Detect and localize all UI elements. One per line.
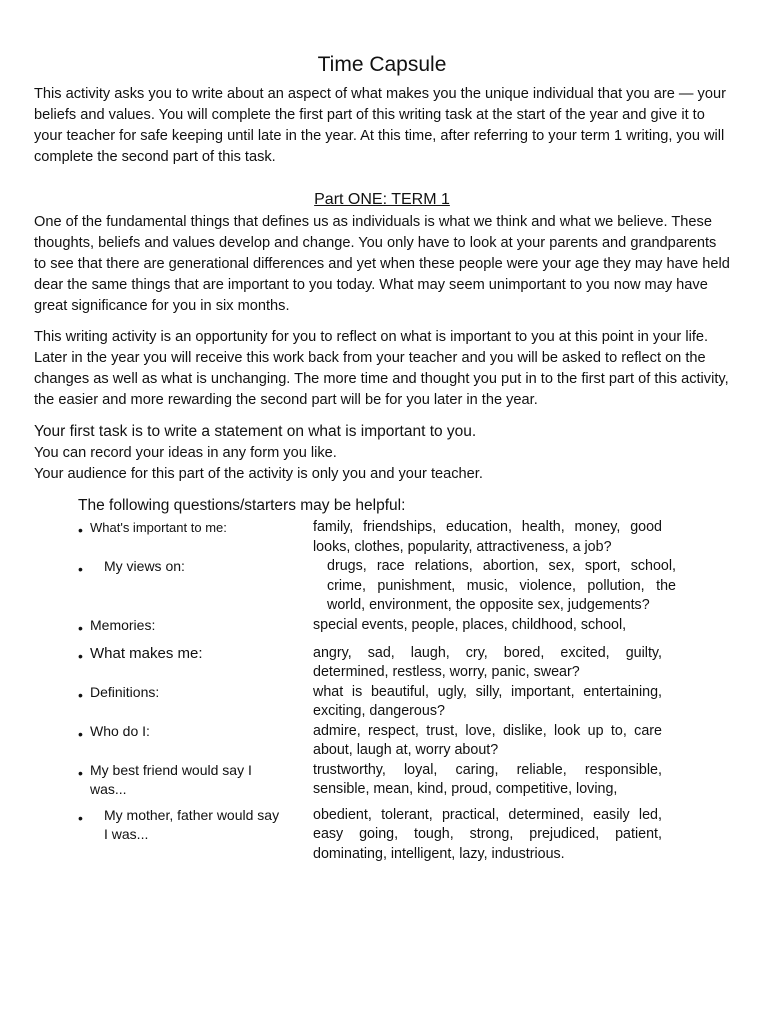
paragraph-1: One of the fundamental things that defines us as individuals is what we think and what we believe. These thoughts, beliefs and values develop and change. You only have to look at your parents and grandparents to see that there are generational differences and yet when these people were your age they may have held dear the same things that are important to you today. What may seem unimportant to you now may have great significance for you in six months. [34, 214, 730, 314]
intro-paragraph: This activity asks you to write about an aspect of what makes you the unique individual that you are — your beliefs and values. You will complete the first part of this writing task at the start of the year and give it to your teacher for safe keeping until late in the year. At this time, after referring to your term 1 writing, you will complete the second part of this task. [34, 86, 726, 165]
bullet-icon: • [78, 522, 83, 538]
starter-row [78, 683, 662, 722]
paragraph-2: This writing activity is an opportunity for you to reflect on what is important to you at this point in your life. Later in the year you will receive this work back from your teacher and you will be asked to reflect on the changes as well as what is unchanging. The more time and thought you put in to the first part of this activity, the easier and more rewarding the second part will be for you later in the year. [34, 329, 729, 408]
starter-row [78, 806, 662, 865]
starter-value: drugs, race relations, abortion, sex, sport, school, crime, punishment, music, violence, pollution, the world, environment, the opposite sex, judgements? [327, 558, 676, 613]
document-page [34, 52, 730, 864]
starter-row [78, 557, 676, 616]
starter-value: what is beautiful, ugly, silly, important, entertaining, exciting, dangerous? [313, 683, 662, 719]
bullet-icon: • [78, 809, 83, 826]
starter-label: My best friend would say I was... [90, 761, 252, 797]
part-heading: Part ONE: TERM 1 [314, 191, 450, 208]
bullet-icon: • [78, 764, 83, 781]
starter-label: Memories: [90, 616, 156, 633]
bullet-icon: • [78, 725, 83, 742]
starter-value: trustworthy, loyal, caring, reliable, responsible, sensible, mean, kind, proud, competitive, loving, [313, 761, 662, 797]
starters-heading: The following questions/starters may be helpful: [78, 497, 406, 514]
starter-row [78, 518, 662, 557]
bullet-icon: • [78, 561, 83, 577]
starter-label: What's important to me: [90, 520, 227, 535]
starter-value: angry, sad, laugh, cry, bored, excited, guilty, determined, restless, worry, panic, swear? [313, 644, 662, 680]
bullet-icon: • [78, 686, 83, 703]
bullet-icon: • [78, 619, 83, 636]
starters-list [78, 518, 676, 864]
task-line-3: Your audience for this part of the activity is only you and your teacher. [34, 466, 483, 482]
starter-value: special events, people, places, childhood, school, [313, 616, 627, 633]
starter-row [78, 644, 662, 683]
document-title: Time Capsule [317, 53, 447, 76]
starter-label: Who do I: [90, 722, 150, 739]
starter-row [78, 722, 662, 761]
starter-label: What makes me: [90, 644, 203, 662]
task-statement: Your first task is to write a statement on what is important to you. [34, 423, 477, 440]
starter-value: family, friendships, education, health, money, good looks, clothes, popularity, attractiveness, a job? [313, 519, 662, 555]
starter-value: admire, respect, trust, love, dislike, look up to, care about, laugh at, worry about? [313, 722, 662, 758]
bullet-icon: • [78, 647, 83, 664]
task-line-2: You can record your ideas in any form you like. [34, 445, 337, 461]
starter-label: My views on: [104, 558, 185, 574]
starter-label: Definitions: [90, 683, 160, 700]
starter-row [78, 761, 662, 800]
starter-value: obedient, tolerant, practical, determined, easily led, easy going, tough, strong, prejudiced, patient, dominating, intelligent, lazy, industrious. [313, 806, 662, 862]
starter-row [78, 616, 662, 638]
starter-label: My mother, father would say I was... [104, 806, 280, 842]
